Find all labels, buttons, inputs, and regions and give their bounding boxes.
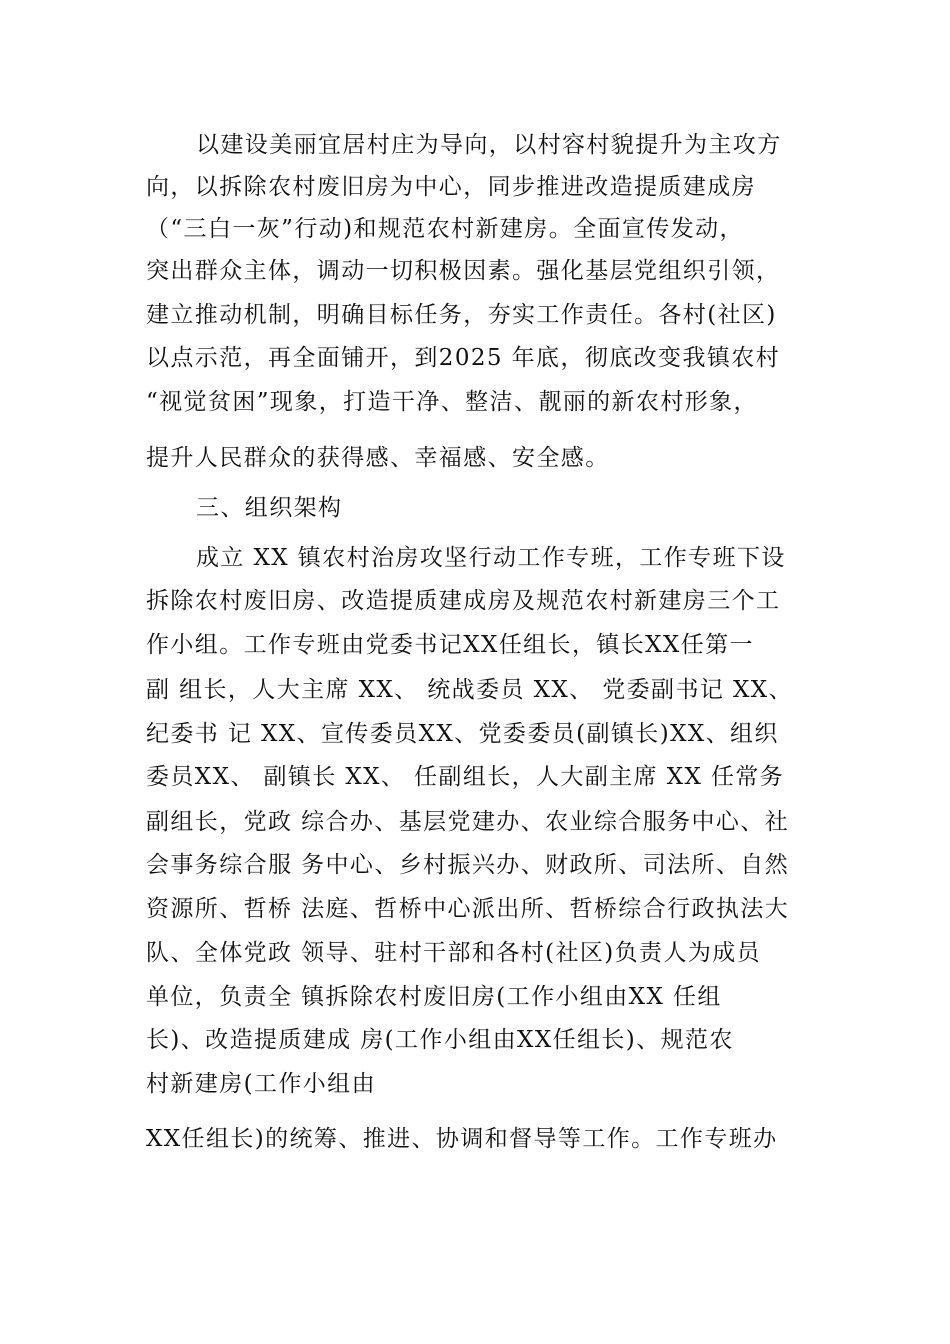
text-line: 拆除农村废旧房、改造提质建成房及规范农村新建房三个工 <box>146 588 781 614</box>
text-line: 副组长，党政 综合办、基层党建办、农业综合服务中心、社 <box>146 809 790 835</box>
text-line: 资源所、哲桥 法庭、哲桥中心派出所、哲桥综合行政执法大 <box>146 896 790 922</box>
text-line: 单位，负责全 镇拆除农村废旧房(工作小组由XX 任组 <box>146 984 722 1010</box>
text-line: 提升人民群众的获得感、幸福感、安全感。 <box>146 445 610 471</box>
text-line: 纪委书 记 XX、宣传委员XX、党委委员(副镇长)XX、组织 <box>146 721 779 747</box>
text-line: “视觉贫困”现象，打造干净、整洁、靓丽的新农村形象， <box>146 389 758 415</box>
text-line: 建立推动机制，明确目标任务，夯实工作责任。各村(社区) <box>146 302 777 328</box>
text-line: 向，以拆除农村废旧房为中心，同步推进改造提质建成房 <box>146 174 756 200</box>
text-line: 委员XX、 副镇长 XX、 任副组长，人大副主席 XX 任常务 <box>146 764 785 790</box>
text-line: 村新建房(工作小组由 <box>146 1071 376 1097</box>
text-line: 突出群众主体，调动一切积极因素。强化基层党组织引领， <box>146 258 781 284</box>
text-line: 会事务综合服 务中心、乡村振兴办、财政所、司法所、自然 <box>146 852 790 878</box>
text-line: 以建设美丽宜居村庄为导向，以村容村貌提升为主攻方 <box>196 132 782 158</box>
text-line: 成立 XX 镇农村治房攻坚行动工作专班，工作专班下设 <box>196 545 786 571</box>
section-heading: 三、组织架构 <box>196 495 343 521</box>
text-line: 副 组长，人大主席 XX、 统战委员 XX、 党委副书记 XX、 <box>146 677 793 703</box>
text-line: 以点示范，再全面铺开，到2025 年底，彻底改变我镇农村 <box>146 345 781 371</box>
text-line: 队、全体党政 领导、驻村干部和各村(社区)负责人为成员 <box>146 940 762 966</box>
text-line: （“三白一灰”行动)和规范农村新建房。全面宣传发动， <box>146 216 744 242</box>
text-line: 长)、改造提质建成 房(工作小组由XX任组长)、规范农 <box>146 1027 734 1053</box>
text-line: 作小组。工作专班由党委书记XX任组长，镇长XX任第一 <box>146 632 754 658</box>
text-line: XX任组长)的统筹、推进、协调和督导等工作。工作专班办 <box>146 1126 778 1152</box>
